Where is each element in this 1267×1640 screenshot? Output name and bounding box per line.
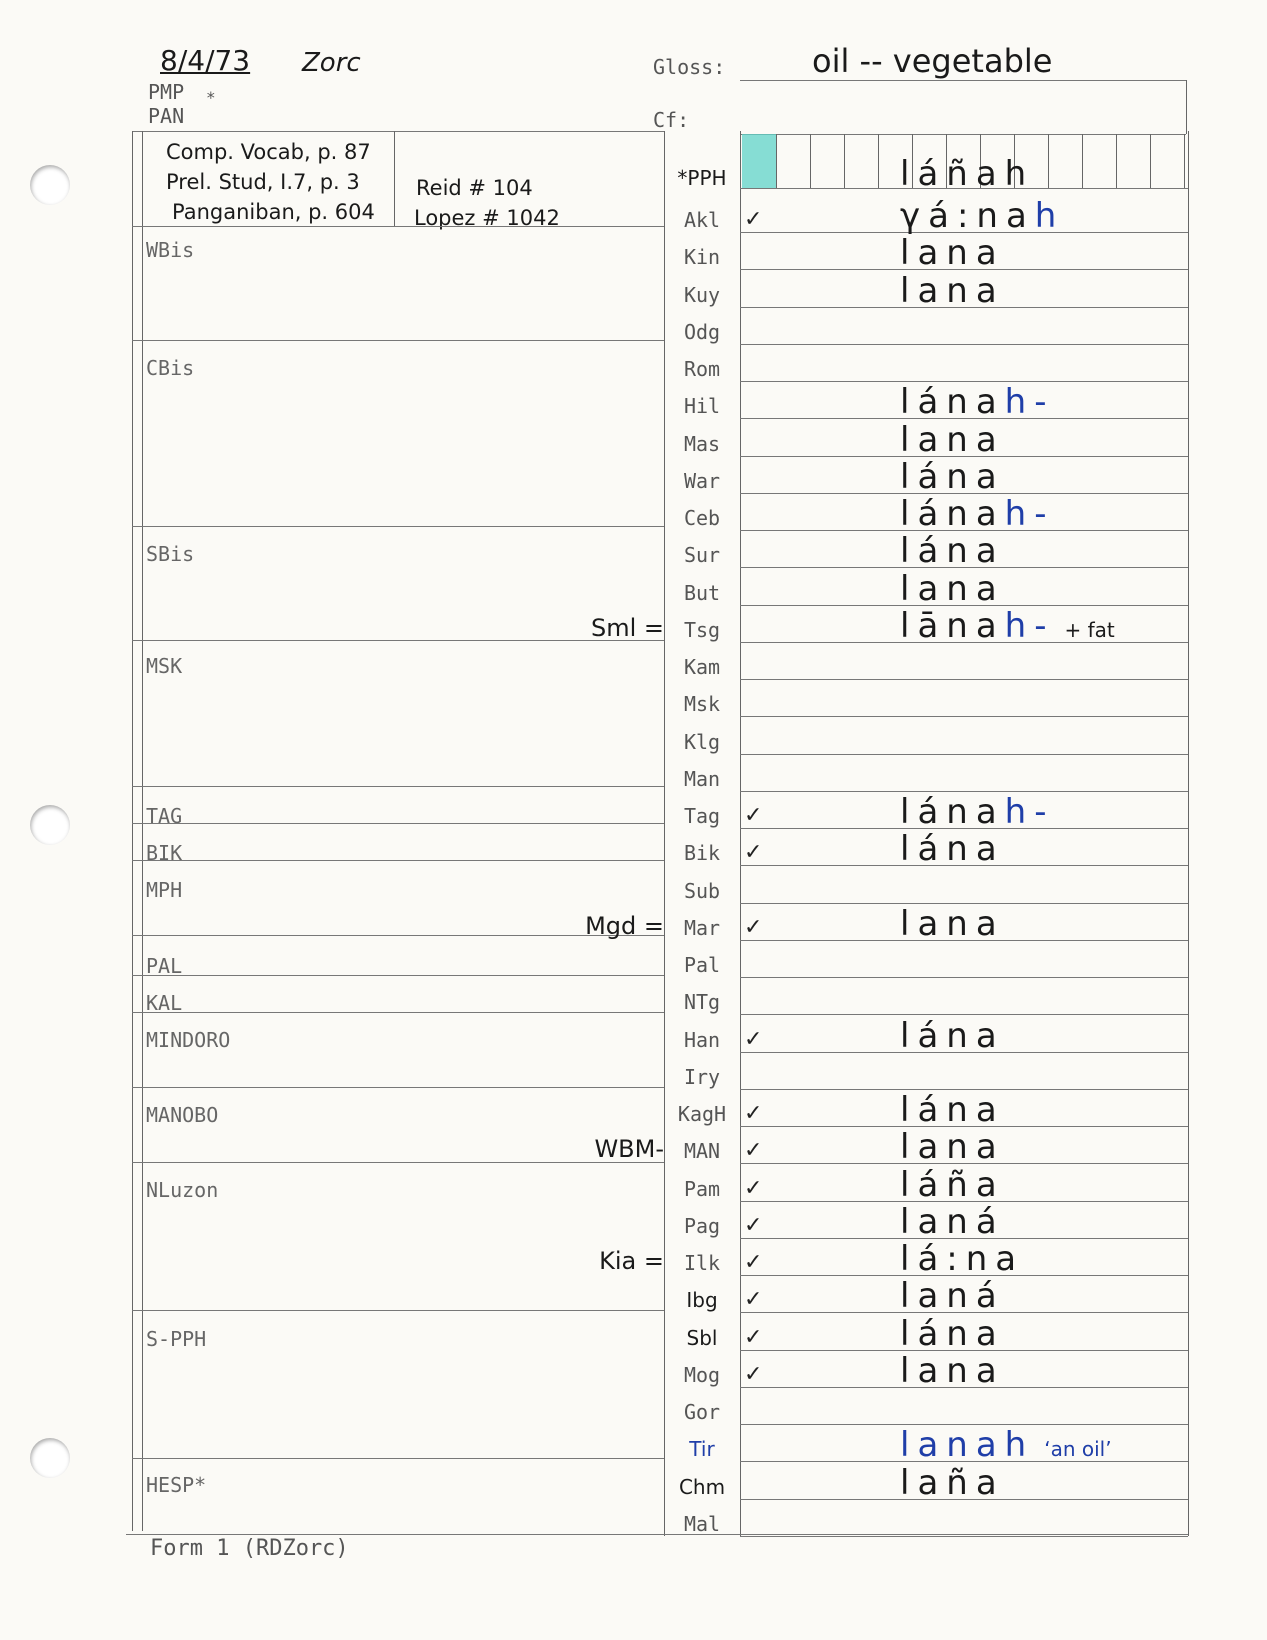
reflex-suffix: h- — [1004, 382, 1055, 423]
language-code: Rom — [683, 357, 721, 381]
pmp-label: PMP — [148, 80, 185, 104]
group-label: WBis — [146, 238, 195, 262]
reflex-form — [900, 1015, 1015, 1056]
reflex-form — [900, 1313, 1015, 1354]
group-label: NLuzon — [146, 1178, 219, 1202]
grid-cell-divider — [1048, 134, 1049, 188]
reflex-suffix: h- — [1004, 792, 1055, 832]
reflex-form — [900, 568, 1015, 609]
checkmark: ✓ — [744, 1138, 763, 1164]
language-code: Kam — [683, 655, 721, 679]
reflex-form — [900, 154, 1044, 194]
reflex-text: lána — [900, 1313, 1005, 1354]
language-equation: WBM- — [594, 1135, 664, 1164]
reflex-text: lá:na — [900, 1239, 1025, 1279]
reflex-form — [900, 792, 1065, 832]
reflex-form — [900, 722, 910, 758]
language-code: Tsg — [683, 617, 721, 642]
reflex-text: lána — [900, 1015, 1005, 1056]
reflex-text: laña — [900, 1462, 1005, 1503]
language-code: War — [683, 468, 721, 493]
group-label: MSK — [146, 654, 183, 678]
reflex-text: lána — [900, 531, 1005, 572]
record-author: Zorc — [302, 48, 361, 78]
language-code: Kin — [683, 245, 721, 270]
frame-left-inner — [142, 131, 143, 1531]
reflex-form — [900, 1164, 1015, 1205]
grid-cell-divider — [1082, 134, 1083, 188]
reflex-text: lána — [900, 829, 1005, 870]
group-separator — [132, 786, 664, 787]
grid-cell-divider — [810, 134, 811, 188]
reflex-text: lana — [900, 903, 1005, 944]
language-code: Odg — [683, 319, 721, 344]
grid-cell-divider — [1150, 134, 1151, 188]
checkmark: ✓ — [744, 207, 763, 232]
gloss-underline — [740, 80, 1186, 81]
reflex-form — [900, 1462, 1015, 1503]
language-code: Klg — [683, 729, 721, 754]
ref-box-divider — [394, 131, 395, 226]
language-code: Akl — [683, 208, 721, 232]
group-label: PAL — [146, 954, 183, 978]
reflex-text: lana — [900, 270, 1005, 311]
checkmark: ✓ — [744, 1026, 763, 1052]
row-rule — [740, 344, 1188, 345]
checkmark: ✓ — [744, 803, 763, 828]
language-code: Mar — [683, 915, 721, 940]
reflex-form — [900, 419, 1015, 460]
language-code: Han — [683, 1027, 721, 1052]
reflex-form — [900, 312, 910, 348]
group-label: HESP* — [146, 1473, 207, 1497]
reflex-form — [900, 647, 910, 683]
ref-panganiban: Panganiban, p. 604 — [172, 200, 375, 224]
group-separator — [132, 226, 664, 227]
gloss-label: Gloss: — [653, 55, 726, 79]
reflex-text: laná — [900, 1276, 1005, 1317]
reflex-text: γá:na — [900, 196, 1035, 236]
row-rule — [740, 679, 1188, 680]
language-code: Tir — [689, 1437, 715, 1462]
reflex-form — [900, 903, 1015, 944]
reflex-form — [900, 349, 910, 385]
reflex-text: lana — [900, 1350, 1005, 1391]
checkmark: ✓ — [744, 840, 763, 866]
reflex-text: lanah — [900, 1425, 1035, 1466]
language-code: Gor — [683, 1400, 721, 1424]
language-code: Mog — [683, 1362, 721, 1387]
group-separator — [132, 1310, 664, 1311]
reflex-form — [900, 456, 1015, 497]
reflex-text: láña — [900, 1164, 1005, 1205]
ref-prel-stud: Prel. Stud, I.7, p. 3 — [166, 170, 360, 194]
reflex-form — [900, 759, 910, 795]
binder-hole-middle — [30, 805, 70, 845]
reflex-text: lána — [900, 494, 1005, 534]
checkmark: ✓ — [744, 1361, 763, 1387]
pan-label: PAN — [148, 104, 185, 128]
reflex-form — [900, 1127, 1015, 1168]
language-code: Bik — [683, 841, 721, 866]
reflex-text: laná — [900, 1201, 1005, 1242]
group-label: BIK — [146, 841, 183, 865]
checkmark: ✓ — [744, 1287, 763, 1313]
language-code: Sbl — [686, 1325, 718, 1350]
checkmark: ✓ — [744, 1212, 763, 1238]
grid-cell-divider — [1184, 134, 1185, 188]
group-separator — [132, 1458, 664, 1459]
reflex-form — [900, 684, 910, 720]
reflex-form — [900, 1090, 1015, 1130]
reflex-text: lāna — [900, 605, 1005, 646]
language-code: Kuy — [683, 282, 721, 307]
reflex-form — [900, 196, 1074, 236]
checkmark: ✓ — [744, 1250, 763, 1275]
grid-cell-divider — [776, 134, 777, 188]
reflex-text: lana — [900, 1127, 1005, 1168]
reflex-form — [900, 871, 910, 907]
group-separator — [132, 340, 664, 341]
group-separator — [132, 860, 664, 861]
reflex-form — [900, 1504, 910, 1540]
reflex-text: lana — [900, 568, 1005, 609]
language-code: Tag — [683, 804, 721, 828]
reflex-form — [900, 1425, 1112, 1466]
reflex-form — [900, 1276, 1015, 1317]
reflex-form — [900, 382, 1065, 423]
group-label: CBis — [146, 356, 195, 380]
ref-reid: Reid # 104 — [416, 176, 533, 200]
row-rule — [740, 716, 1188, 717]
reflex-form — [900, 233, 1015, 274]
cf-label: Cf: — [653, 108, 690, 132]
reflex-text: lana — [900, 419, 1005, 460]
binder-hole-top — [30, 165, 70, 205]
language-code: Man — [683, 766, 721, 791]
language-code: KagH — [677, 1102, 727, 1126]
language-equation: Mgd = — [585, 911, 664, 940]
ref-box-top — [132, 131, 664, 132]
ref-comp-vocab: Comp. Vocab, p. 87 — [166, 140, 371, 164]
language-code: MAN — [683, 1139, 721, 1164]
reflex-form — [900, 1239, 1034, 1279]
reflex-suffix: h — [1034, 196, 1065, 236]
header-box-bottom — [740, 134, 1186, 135]
language-code: Ibg — [686, 1288, 718, 1313]
row-rule — [740, 754, 1188, 755]
reflex-form — [900, 1350, 1015, 1391]
reflex-text: lána — [900, 1090, 1005, 1130]
grid-cell-divider — [844, 134, 845, 188]
group-label: KAL — [146, 991, 183, 1015]
reflex-text: lána — [900, 382, 1005, 423]
reflex-form — [900, 494, 1065, 534]
highlight-cell — [742, 134, 776, 188]
language-code: Sub — [683, 878, 721, 903]
header-box-right — [1186, 80, 1187, 134]
language-equation: Kia = — [599, 1247, 664, 1275]
gloss-value: oil -- vegetable — [812, 42, 1053, 80]
group-separator — [132, 823, 664, 824]
group-label: MINDORO — [146, 1028, 231, 1052]
language-code: Mas — [683, 431, 721, 456]
form-label: Form 1 (RDZorc) — [150, 1536, 349, 1561]
reflex-text: láñah — [900, 154, 1035, 194]
frame-left — [132, 131, 133, 1531]
reflex-form — [900, 1201, 1015, 1242]
group-separator — [132, 1087, 664, 1088]
reflex-note: + fat — [1064, 617, 1115, 642]
pmp-value: * — [206, 88, 216, 107]
language-code: Pam — [683, 1176, 721, 1201]
group-separator — [132, 526, 664, 527]
checkmark: ✓ — [744, 1101, 763, 1126]
reflex-text: lana — [900, 233, 1005, 274]
reflex-form — [900, 605, 1115, 646]
language-code: Sur — [683, 543, 721, 568]
row-rule — [740, 1536, 1188, 1537]
checkmark: ✓ — [744, 1324, 763, 1350]
language-code: Ceb — [683, 506, 721, 530]
group-label: TAG — [146, 804, 183, 828]
group-label: S-PPH — [146, 1327, 207, 1351]
frame-right — [1188, 131, 1189, 1536]
reflex-form — [900, 829, 1015, 870]
grid-cell-divider — [878, 134, 879, 188]
reflex-form — [900, 1057, 910, 1093]
group-separator — [132, 1162, 664, 1163]
reflex-note: ‘an oil’ — [1044, 1437, 1112, 1462]
language-code: Msk — [683, 692, 721, 717]
language-code: *PPH — [677, 166, 727, 190]
language-code: Chm — [678, 1474, 726, 1499]
group-label: SBis — [146, 542, 195, 566]
language-code: Iry — [683, 1064, 721, 1089]
reflex-suffix: h- — [1004, 605, 1055, 646]
group-label: MANOBO — [146, 1103, 219, 1127]
ref-lopez: Lopez # 1042 — [414, 206, 560, 230]
reflex-form — [900, 270, 1015, 311]
reflex-text: lána — [900, 456, 1005, 497]
group-separator — [132, 640, 664, 641]
language-code: Mal — [683, 1511, 721, 1536]
reflex-form — [900, 531, 1015, 572]
language-code: But — [683, 580, 721, 605]
frame-lang-right — [740, 131, 741, 1536]
group-separator — [132, 975, 664, 976]
group-separator — [132, 1012, 664, 1013]
reflex-form — [900, 1392, 910, 1428]
language-equation: Sml = — [590, 613, 664, 642]
checkmark: ✓ — [744, 914, 763, 940]
checkmark: ✓ — [744, 1175, 763, 1201]
language-code: Ilk — [683, 1251, 721, 1275]
reflex-form — [900, 982, 910, 1018]
reflex-text: lána — [900, 792, 1005, 832]
reflex-form — [900, 945, 910, 981]
grid-cell-divider — [1116, 134, 1117, 188]
language-code: Pal — [683, 953, 721, 977]
language-code: Hil — [683, 394, 721, 419]
record-date: 8/4/73 — [160, 44, 251, 77]
language-code: NTg — [683, 990, 721, 1015]
language-code: Pag — [683, 1213, 721, 1238]
reflex-suffix: h- — [1004, 494, 1055, 534]
binder-hole-bottom — [30, 1438, 70, 1478]
group-label: MPH — [146, 878, 183, 902]
row-rule — [740, 977, 1188, 978]
